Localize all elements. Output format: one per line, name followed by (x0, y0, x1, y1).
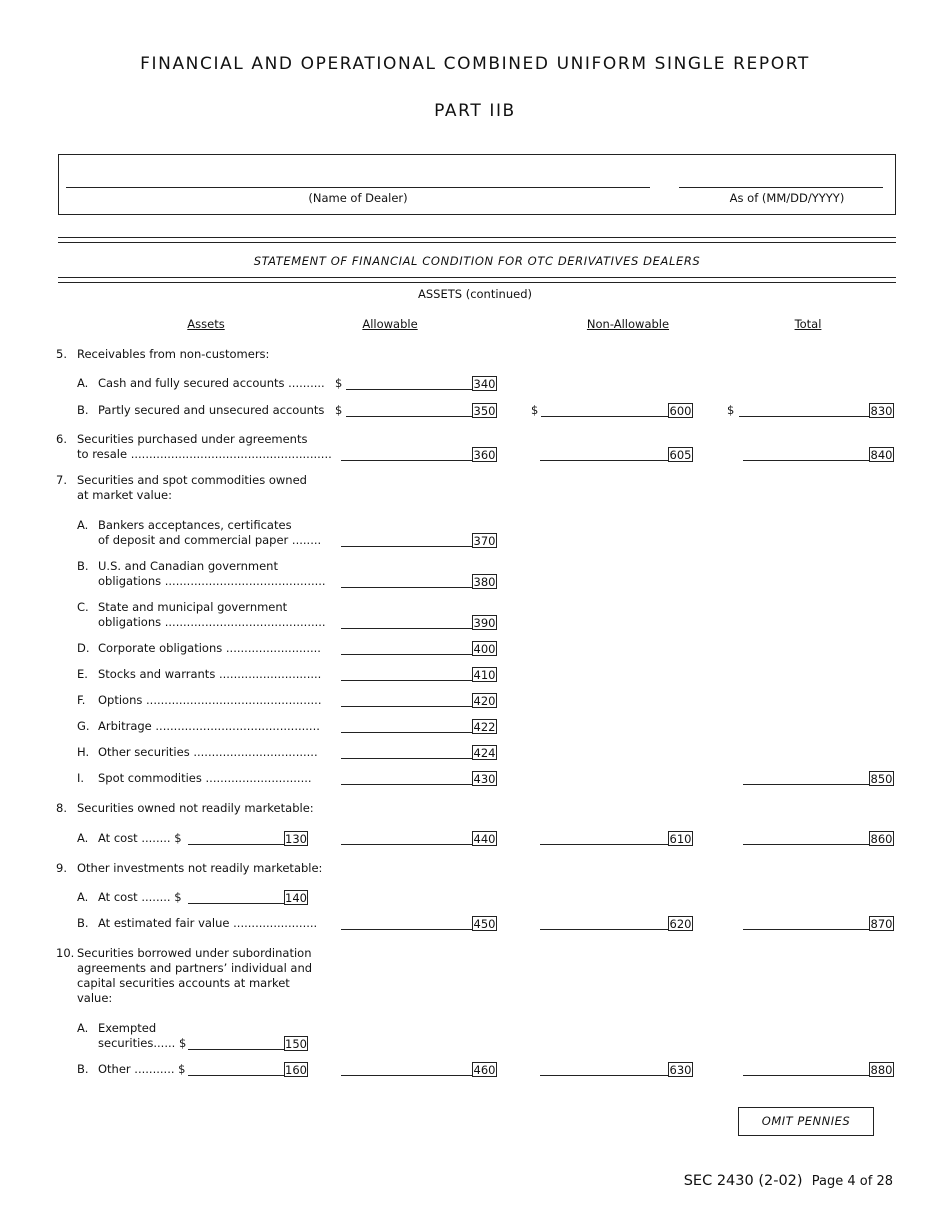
line-code: 130 (285, 832, 307, 846)
item-number: 7. (56, 473, 67, 487)
item-label: Arbitrage ............................................. (98, 719, 320, 733)
line-code: 350 (473, 404, 496, 418)
item-label: Spot commodities ............................. (98, 771, 312, 785)
item-letter: B. (77, 1062, 89, 1076)
part-title: PART IIB (434, 101, 516, 121)
line-code: 440 (473, 832, 496, 846)
line-code: 840 (870, 448, 893, 462)
section-title: ASSETS (continued) (418, 287, 532, 301)
line-code: 380 (473, 575, 496, 589)
item-letter: D. (77, 641, 90, 655)
item-number: 9. (56, 861, 67, 875)
allowable-field[interactable] (341, 844, 472, 845)
form-number: SEC 2430 (2-02) (683, 1173, 803, 1189)
non-allowable-field[interactable] (540, 844, 668, 845)
item-letter: G. (77, 719, 90, 733)
omit-pennies-box: OMIT PENNIES (738, 1107, 874, 1136)
item-label: Partly secured and unsecured accounts (98, 403, 325, 417)
as-of-date-field[interactable] (679, 187, 883, 188)
allowable-field[interactable] (341, 758, 472, 759)
allowable-field[interactable] (341, 546, 472, 547)
item-label: value: (77, 991, 113, 1005)
item-label: At estimated fair value ....................... (98, 916, 318, 930)
cost-field[interactable] (188, 1075, 284, 1076)
total-field[interactable] (743, 929, 869, 930)
col-header-non-allowable: Non-Allowable (586, 317, 670, 331)
as-of-label: As of (MM/DD/YYYY) (729, 191, 845, 205)
line-code: 424 (473, 746, 496, 760)
item-number: 6. (56, 432, 67, 446)
item-letter: B. (77, 559, 89, 573)
line-code: 605 (669, 448, 692, 462)
item-letter: B. (77, 403, 89, 417)
line-code: 850 (870, 772, 893, 786)
item-label: Other securities .................................. (98, 745, 318, 759)
item-label: At cost ........ $ (98, 890, 182, 904)
item-letter: A. (77, 376, 89, 390)
allowable-field[interactable] (341, 929, 472, 930)
item-label: U.S. and Canadian government (98, 559, 278, 573)
item-label: Options ................................................ (98, 693, 322, 707)
item-letter: A. (77, 890, 89, 904)
item-label: of deposit and commercial paper ........ (98, 533, 322, 547)
dollar-sign: $ (727, 403, 735, 417)
item-number: 8. (56, 801, 67, 815)
line-code: 830 (870, 404, 893, 418)
item-label: At cost ........ $ (98, 831, 182, 845)
item-label: at market value: (77, 488, 172, 502)
item-label: Corporate obligations .......................... (98, 641, 321, 655)
line-code: 410 (473, 668, 496, 682)
total-field[interactable] (743, 844, 869, 845)
line-code: 340 (473, 377, 496, 391)
allowable-field[interactable] (341, 628, 472, 629)
line-code: 870 (870, 917, 893, 931)
item-label: State and municipal government (98, 600, 288, 614)
divider (58, 277, 896, 278)
page-footer (684, 1173, 893, 1189)
line-code: 880 (870, 1063, 893, 1077)
item-label: obligations ............................................ (98, 574, 326, 588)
item-label: Other ........... $ (98, 1062, 186, 1076)
item-label: obligations ............................................ (98, 615, 326, 629)
divider (58, 282, 896, 283)
non-allowable-field[interactable] (541, 416, 668, 417)
item-letter: B. (77, 916, 89, 930)
item-letter: E. (77, 667, 88, 681)
non-allowable-field[interactable] (540, 1075, 668, 1076)
item-letter: A. (77, 831, 89, 845)
dealer-info-box (58, 154, 896, 215)
line-code: 370 (473, 534, 496, 548)
item-label: agreements and partners’ individual and (77, 961, 313, 975)
non-allowable-field[interactable] (540, 929, 668, 930)
item-label: Cash and fully secured accounts .......... (98, 376, 325, 390)
cost-field[interactable] (188, 844, 284, 845)
allowable-field[interactable] (341, 706, 472, 707)
col-header-total: Total (794, 317, 822, 331)
line-code: 150 (285, 1037, 307, 1051)
item-letter: F. (77, 693, 86, 707)
allowable-field[interactable] (341, 680, 472, 681)
line-code: 360 (473, 448, 496, 462)
allowable-field[interactable] (341, 460, 472, 461)
page-number: Page 4 of 28 (811, 1174, 893, 1189)
allowable-field[interactable] (341, 1075, 472, 1076)
item-label: securities...... $ (98, 1036, 187, 1050)
total-field[interactable] (743, 460, 869, 461)
item-letter: A. (77, 1021, 89, 1035)
allowable-field[interactable] (341, 587, 472, 588)
divider (58, 237, 896, 238)
item-letter: A. (77, 518, 89, 532)
item-label: Securities and spot commodities owned (77, 473, 307, 487)
dealer-name-label: (Name of Dealer) (308, 191, 408, 205)
line-code: 160 (285, 1063, 307, 1077)
item-label: Stocks and warrants ............................ (98, 667, 322, 681)
item-label: capital securities accounts at market (77, 976, 290, 990)
line-code: 400 (473, 642, 496, 656)
total-field[interactable] (739, 416, 869, 417)
col-header-assets: Assets (187, 317, 225, 331)
item-label: Exempted (98, 1021, 157, 1035)
line-code: 450 (473, 917, 496, 931)
allowable-field[interactable] (341, 732, 472, 733)
cost-field[interactable] (188, 903, 284, 904)
report-title: FINANCIAL AND OPERATIONAL COMBINED UNIFORM SINGLE REPORT (140, 54, 810, 74)
item-label: Other investments not readily marketable: (77, 861, 323, 875)
line-code: 140 (285, 891, 307, 905)
item-label: Receivables from non-customers: (77, 347, 270, 361)
statement-title: STATEMENT OF FINANCIAL CONDITION FOR OTC DERIVATIVES DEALERS (253, 254, 701, 268)
total-field[interactable] (743, 784, 869, 785)
dollar-sign: $ (335, 403, 343, 417)
allowable-field[interactable] (346, 416, 472, 417)
line-code: 460 (473, 1063, 496, 1077)
item-letter: C. (77, 600, 89, 614)
item-letter: I. (77, 771, 85, 785)
item-label: Bankers acceptances, certificates (98, 518, 292, 532)
line-code: 610 (669, 832, 692, 846)
line-code: 620 (669, 917, 692, 931)
line-code: 420 (473, 694, 496, 708)
line-code: 430 (473, 772, 496, 786)
divider (58, 242, 896, 243)
non-allowable-field[interactable] (540, 460, 668, 461)
total-field[interactable] (743, 1075, 869, 1076)
item-label: to resale ....................................................... (77, 447, 332, 461)
line-code: 390 (473, 616, 496, 630)
cost-field[interactable] (188, 1049, 284, 1050)
allowable-field[interactable] (341, 654, 472, 655)
item-number: 10. (56, 946, 75, 960)
dollar-sign: $ (335, 376, 343, 390)
line-code: 630 (669, 1063, 692, 1077)
item-label: Securities owned not readily marketable: (77, 801, 314, 815)
item-letter: H. (77, 745, 90, 759)
allowable-field[interactable] (341, 784, 472, 785)
line-code: 860 (870, 832, 893, 846)
item-label: Securities purchased under agreements (77, 432, 308, 446)
item-label: Securities borrowed under subordination (77, 946, 312, 960)
col-header-allowable: Allowable (362, 317, 418, 331)
line-code: 422 (473, 720, 496, 734)
allowable-field[interactable] (346, 389, 472, 390)
dollar-sign: $ (531, 403, 539, 417)
line-code: 600 (669, 404, 692, 418)
item-number: 5. (56, 347, 67, 361)
dealer-name-field[interactable] (66, 187, 650, 188)
